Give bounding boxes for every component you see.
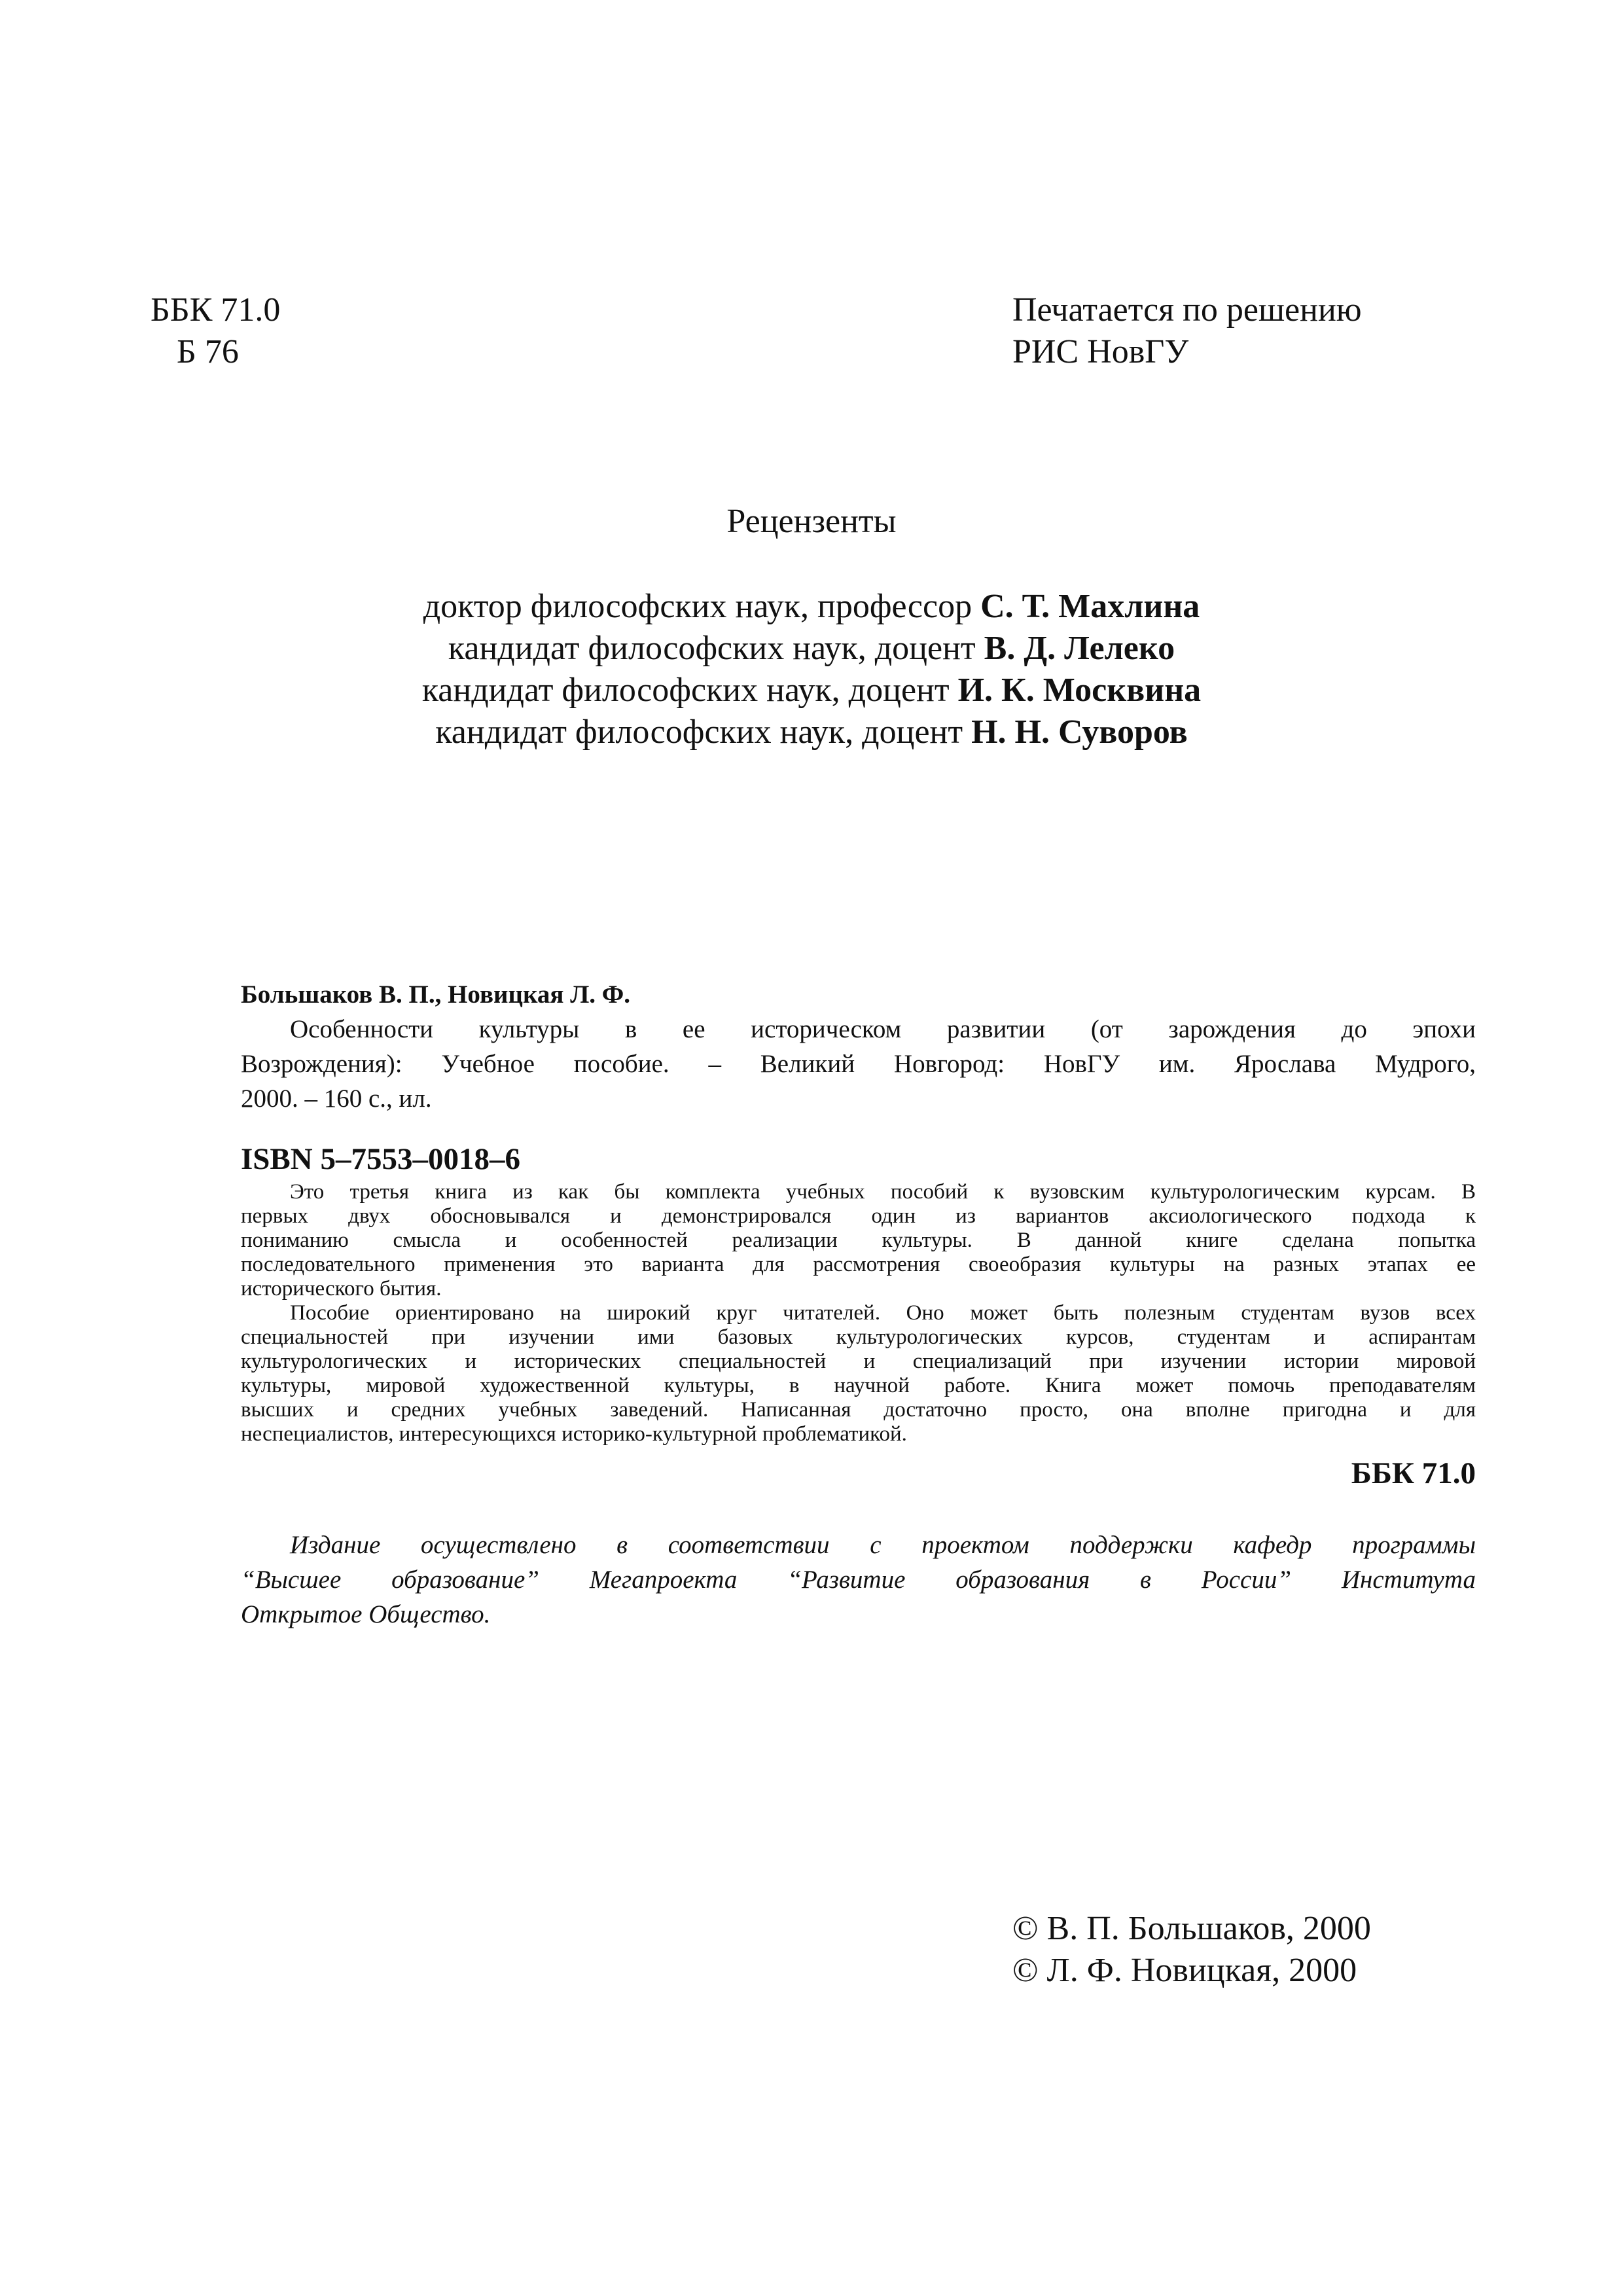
abstract-paragraph — [241, 1301, 1476, 1446]
abstract-line: культурологических и исторических специальностей и специализаций при изучении истории мировой — [241, 1350, 1476, 1373]
abstract-line: неспециалистов, интересующихся историко-культурной проблематикой. — [241, 1422, 907, 1446]
citation-line: Особенности культуры в ее историческом развитии (от зарождения до эпохи — [290, 1015, 1476, 1043]
copyright-line: © Л. Ф. Новицкая, 2000 — [1012, 1952, 1357, 1989]
abstract-line: исторического бытия. — [241, 1277, 442, 1300]
isbn: ISBN 5–7553–0018–6 — [241, 1142, 520, 1176]
print-note — [1012, 289, 1362, 373]
project-note-line: “Высшее образование” Мегапроекта “Развитие образования в России” Института — [241, 1566, 1476, 1594]
abstract — [241, 1180, 1476, 1446]
reviewer-name: И. К. Москвина — [957, 672, 1202, 709]
reviewer-line — [0, 628, 1623, 670]
abstract-line: первых двух обосновывался и демонстрировался один из вариантов аксиологического подхода к — [241, 1204, 1476, 1228]
reviewer-title: кандидат философских наук, доцент — [448, 630, 984, 667]
classification-block — [151, 289, 280, 373]
reviewer-line — [0, 670, 1623, 711]
copyright-line: © В. П. Большаков, 2000 — [1012, 1910, 1371, 1947]
reviewer-line — [0, 586, 1623, 628]
bbk-code: ББК 71.0 — [151, 291, 281, 329]
reviewer-name: В. Д. Лелеко — [984, 630, 1175, 667]
citation-line: 2000. – 160 с., ил. — [241, 1085, 432, 1113]
reviewer-title: доктор философских наук, профессор — [423, 588, 981, 625]
citation-line: Возрождения): Учебное пособие. – Великий Новгород: НовГУ им. Ярослава Мудрого, — [241, 1050, 1476, 1078]
print-note-line: Печатается по решению — [1012, 291, 1362, 329]
abstract-line: Пособие ориентировано на широкий круг читателей. Оно может быть полезным студентам вузов всех — [290, 1301, 1476, 1325]
reviewer-name: С. Т. Махлина — [980, 588, 1200, 625]
abstract-line: последовательного применения это варианта для рассмотрения своеобразия культуры на разных этапах ее — [241, 1253, 1476, 1276]
reviewer-title: кандидат философских наук, доцент — [421, 672, 958, 709]
abstract-line: специальностей при изучении ими базовых культурологических курсов, студентам и аспирантам — [241, 1325, 1476, 1349]
author-mark: Б 76 — [177, 333, 239, 370]
abstract-line: культуры, мировой художественной культуры, в научной работе. Книга может помочь преподавателям — [241, 1374, 1476, 1397]
project-note-line: Открытое Общество. — [241, 1600, 491, 1628]
annotation-block — [241, 977, 1476, 1632]
reviewer-name: Н. Н. Суворов — [971, 713, 1188, 751]
reviewer-line — [0, 711, 1623, 753]
print-note-line: РИС НовГУ — [1012, 333, 1189, 370]
abstract-line: высших и средних учебных заведений. Написанная достаточно просто, она вполне пригодна и для — [241, 1398, 1476, 1422]
reviewers-heading: Рецензенты — [726, 503, 897, 540]
reviewer-title: кандидат философских наук, доцент — [435, 713, 972, 751]
abstract-line: Это третья книга из как бы комплекта учебных пособий к вузовским культурологическим курсам. В — [290, 1180, 1476, 1204]
bibliographic-citation — [241, 1012, 1476, 1116]
reviewers-list — [0, 586, 1623, 753]
authors: Большаков В. П., Новицкая Л. Ф. — [241, 980, 630, 1009]
abstract-paragraph — [241, 1180, 1476, 1301]
project-note — [241, 1528, 1476, 1632]
copyright-block — [1012, 1908, 1371, 1992]
bbk-code-footer: ББК 71.0 — [1351, 1456, 1476, 1490]
abstract-line: пониманию смысла и особенностей реализации культуры. В данной книге сделана попытка — [241, 1229, 1476, 1252]
project-note-line: Издание осуществлено в соответствии с проектом поддержки кафедр программы — [290, 1531, 1476, 1559]
